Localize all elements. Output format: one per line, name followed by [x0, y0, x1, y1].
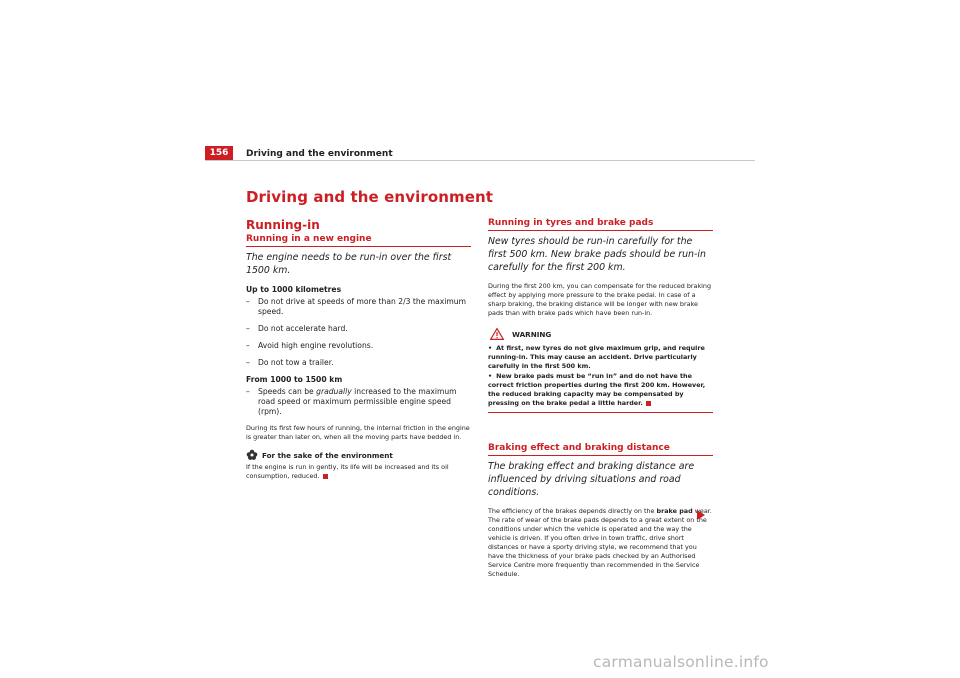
- tyres-body-text: During the first 200 km, you can compensate for the reduced braking effect by applying more pressure to the brake pedal. In case of a sharp braking, the braking distance will be longer with new brake pads than with brake pads which have been run-in.: [488, 282, 712, 317]
- warning-item: • New brake pads must be “run in” and do not have the correct friction properties during the first 200 km. However, the reduced braking capacity may be compensated by pressing on the brake pedal a little harder.: [488, 372, 706, 407]
- environment-note-title: For the sake of the environment: [262, 450, 393, 460]
- list-1000-to-1500: [246, 387, 471, 417]
- warning-title: WARNING: [512, 329, 552, 339]
- list-item: – Do not accelerate hard.: [246, 324, 348, 333]
- environment-note-text: If the engine is run in gently, its life will be increased and its oil consumption, reduced.: [246, 463, 449, 480]
- label-up-to-1000: Up to 1000 kilometres: [246, 285, 342, 294]
- list-item: – Avoid high engine revolutions.: [246, 341, 374, 350]
- list-item: – Do not drive at speeds of more than 2/3 the maximum speed.: [246, 297, 467, 316]
- warning-header: [488, 328, 713, 340]
- list-item: – Do not tow a trailer.: [246, 358, 334, 367]
- label-1000-to-1500: From 1000 to 1500 km: [246, 375, 343, 384]
- warning-item: • At first, new tyres do not give maximum grip, and require running-in. This may cause an accident. Drive particularly carefully in the first 500 km.: [488, 344, 705, 370]
- next-page-arrow-icon[interactable]: [697, 510, 705, 520]
- running-header-title: Driving and the environment: [246, 149, 393, 159]
- section-title-running-in: Running-in: [246, 218, 320, 232]
- braking-body-text: The efficiency of the brakes depends directly on the brake pad wear. The rate of wear of the brake pads depends to a great extent on the conditions under which the vehicle is operated and the way the vehicle is driven. If you often drive in town traffic, drive short distances or have a sporty driving style, we recommend that you have the thickness of your brake pads checked by an Authorised Service Centre more frequently than recommended in the Service Schedule.: [488, 507, 712, 578]
- environment-note-header: [246, 449, 471, 461]
- list-item: – Speeds can be gradually increased to the maximum road speed or maximum permissible engine speed (rpm).: [246, 387, 457, 416]
- engine-intro: The engine needs to be run-in over the first 1500 km.: [246, 252, 452, 276]
- braking-intro: The braking effect and braking distance are influenced by driving situations and road conditions.: [488, 461, 695, 498]
- right-column: [488, 218, 713, 584]
- header-divider: [205, 160, 755, 161]
- tyres-intro: New tyres should be run-in carefully for the first 500 km. New brake pads should be run-in carefully for the first 200 km.: [488, 236, 706, 273]
- engine-body-text: During its first few hours of running, the internal friction in the engine is greater than later on, when all the moving parts have bedded in.: [246, 424, 470, 441]
- list-up-to-1000: [246, 297, 471, 368]
- warning-box: [488, 328, 713, 413]
- left-column: [246, 218, 471, 486]
- page-title: Driving and the environment: [246, 188, 494, 206]
- end-of-section-marker: [323, 474, 328, 479]
- watermark: carmanualsonline.info: [593, 653, 769, 671]
- subsection-title-new-engine: Running in a new engine: [246, 234, 471, 247]
- subsection-title-braking: Braking effect and braking distance: [488, 443, 713, 456]
- subsection-title-tyres-brakes: Running in tyres and brake pads: [488, 218, 713, 231]
- flower-icon: [246, 449, 258, 461]
- page-number: 156: [205, 146, 233, 160]
- warning-triangle-icon: [490, 328, 504, 340]
- end-of-section-marker: [646, 401, 651, 406]
